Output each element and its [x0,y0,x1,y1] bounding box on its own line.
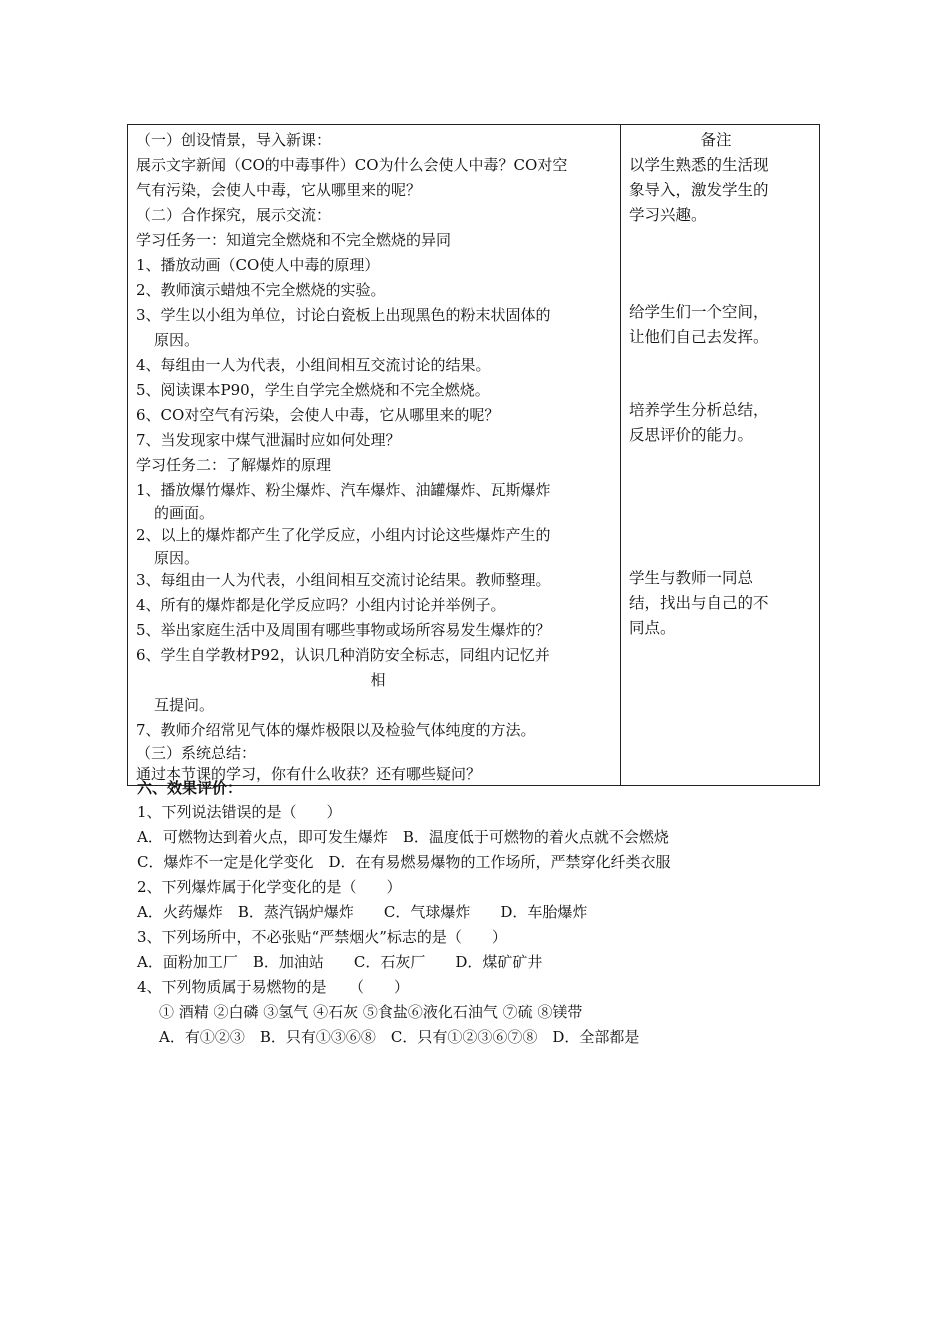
remark-line: 同点。 [629,619,676,637]
remark-line: 让他们自己去发挥。 [629,328,769,346]
evaluation-heading: 六、效果评价： [137,779,243,797]
remarks-cell [621,125,820,786]
list-item: 7、教师介绍常见气体的爆炸极限以及检验气体纯度的方法。 [136,721,536,739]
list-item: 7、当发现家中煤气泄漏时应如何处理？ [136,431,401,449]
list-item: 4、每组由一人为代表，小组间相互交流讨论的结果。 [136,356,491,374]
list-item: 1、播放爆竹爆炸、粉尘爆炸、汽车爆炸、油罐爆炸、瓦斯爆炸 [136,481,551,499]
list-item-continuation: 原因。 [154,331,200,349]
list-item: 6、CO对空气有污染，会使人中毒，它从哪里来的呢？ [136,406,500,424]
remarks-header: 备注 [700,131,732,149]
task-heading: 学习任务二：了解爆炸的原理 [136,456,332,474]
list-item-continuation: 互提问。 [154,696,215,714]
section-heading: （三）系统总结： [136,744,257,762]
question: 4、下列物质属于易燃物的是 （ ） [137,978,410,996]
question: 3、下列场所中，不必张贴“严禁烟火”标志的是（ ） [137,928,507,946]
list-item: 4、所有的爆炸都是化学反应吗？小组内讨论并举例子。 [136,596,506,614]
remark-line: 结，找出与自己的不 [629,594,769,612]
section-heading: （二）合作探究，展示交流： [136,206,332,224]
text-line: 展示文字新闻（CO的中毒事件）CO为什么会使人中毒？CO对空 [136,156,568,174]
list-item: 3、学生以小组为单位，讨论白瓷板上出现黑色的粉末状固体的 [136,306,551,324]
substance-list: ① 酒精 ②白磷 ③氢气 ④石灰 ⑤食盐⑥液化石油气 ⑦硫 ⑧镁带 [159,1003,583,1021]
list-item: 1、播放动画（CO使人中毒的原理） [136,256,380,274]
remark-line: 给学生们一个空间， [629,303,769,321]
answer-options: C．爆炸不一定是化学变化 D．在有易燃易爆物的工作场所，严禁穿化纤类衣服 [137,853,671,871]
list-item-continuation: 的画面。 [154,504,215,522]
remark-line: 学习兴趣。 [629,206,707,224]
list-item: 3、每组由一人为代表，小组间相互交流讨论结果。教师整理。 [136,571,551,589]
text-line: 气有污染，会使人中毒，它从哪里来的呢？ [136,181,422,199]
question: 2、下列爆炸属于化学变化的是（ ） [137,878,402,896]
remark-line: 培养学生分析总结， [629,401,769,419]
answer-options: A．火药爆炸 B．蒸汽锅炉爆炸 C．气球爆炸 D．车胎爆炸 [137,903,588,921]
teaching-process-cell [128,125,621,786]
answer-options: A．可燃物达到着火点，即可发生爆炸 B．温度低于可燃物的着火点就不会燃烧 [137,828,669,846]
remark-note [629,153,813,228]
list-item-continuation: 相 [370,671,386,689]
remark-line: 反思评价的能力。 [629,426,754,444]
answer-options: A．有①②③ B．只有①③⑥⑧ C．只有①②③⑥⑦⑧ D．全部都是 [159,1028,640,1046]
section-heading: （一）创设情景，导入新课： [136,131,332,149]
lesson-plan-table [127,124,820,786]
question: 1、下列说法错误的是（ ） [137,803,342,821]
text-line: 通过本节课的学习，你有什么收获？还有哪些疑问？ [136,765,482,783]
list-item: 5、举出家庭生活中及周围有哪些事物或场所容易发生爆炸的？ [136,621,551,639]
remark-line: 学生与教师一同总 [629,569,754,587]
list-item: 6、学生自学教材P92，认识几种消防安全标志，同组内记忆并 [136,646,550,664]
remark-line: 象导入，激发学生的 [629,181,769,199]
remark-line: 以学生熟悉的生活现 [629,156,769,174]
remark-note [629,566,813,641]
list-item-continuation: 原因。 [154,549,200,567]
task-heading: 学习任务一：知道完全燃烧和不完全燃烧的异同 [136,231,452,249]
list-item: 2、以上的爆炸都产生了化学反应，小组内讨论这些爆炸产生的 [136,526,551,544]
list-item: 2、教师演示蜡烛不完全燃烧的实验。 [136,281,386,299]
remark-note [629,300,813,350]
evaluation-section [137,776,817,1050]
answer-options: A．面粉加工厂 B．加油站 C．石灰厂 D．煤矿矿井 [137,953,543,971]
list-item: 5、阅读课本P90，学生自学完全燃烧和不完全燃烧。 [136,381,490,399]
remark-note [629,398,813,448]
